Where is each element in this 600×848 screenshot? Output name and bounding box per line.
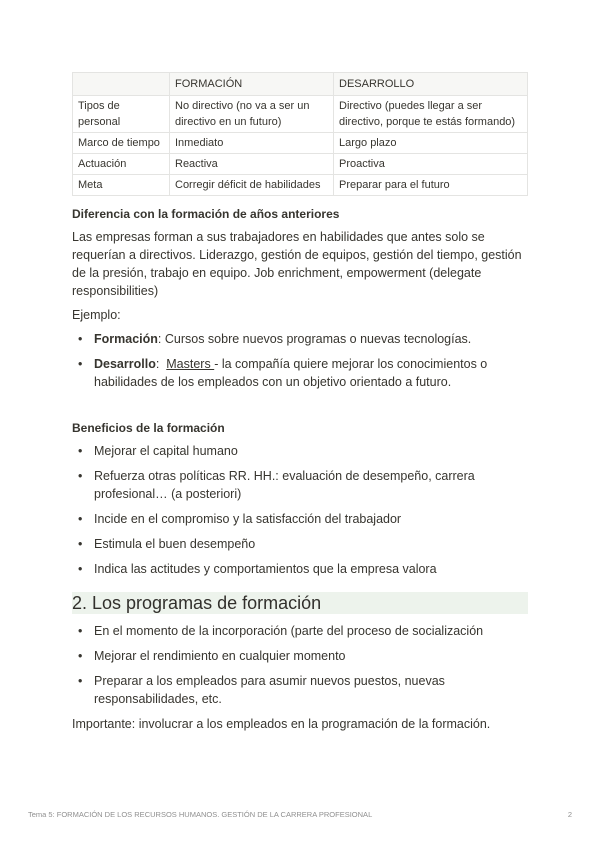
list-item-bold: Desarrollo bbox=[94, 357, 156, 371]
table-cell: Reactiva bbox=[170, 154, 334, 175]
table-cell: Tipos de personal bbox=[73, 96, 170, 133]
list-item-text: : bbox=[155, 357, 167, 371]
list-item bbox=[72, 672, 528, 708]
bullet-icon: • bbox=[78, 469, 83, 483]
table-cell: Meta bbox=[73, 175, 170, 196]
bullet-icon: • bbox=[78, 674, 83, 688]
masters-link[interactable]: Masters bbox=[166, 357, 215, 371]
list-item bbox=[72, 560, 528, 578]
programs-list bbox=[72, 622, 528, 708]
list-item-text: En el momento de la incorporación (parte del proceso de socialización bbox=[94, 624, 484, 638]
table-cell: Preparar para el futuro bbox=[334, 175, 528, 196]
benefits-list bbox=[72, 442, 528, 578]
page-number: 2 bbox=[567, 810, 572, 819]
list-item-text: Mejorar el rendimiento en cualquier momento bbox=[94, 649, 346, 663]
list-item bbox=[72, 467, 528, 503]
list-item bbox=[72, 442, 528, 460]
page-footer bbox=[28, 810, 572, 819]
table-header-cell: DESARROLLO bbox=[334, 73, 528, 96]
list-item-text: Indica las actitudes y comportamientos que la empresa valora bbox=[94, 562, 437, 576]
list-item-text: Refuerza otras políticas RR. HH.: evaluación de desempeño, carrera profesional… (a posteriori) bbox=[94, 469, 475, 501]
bullet-icon: • bbox=[78, 649, 83, 663]
table-header-cell bbox=[73, 73, 170, 96]
list-item bbox=[72, 510, 528, 528]
bullet-icon: • bbox=[78, 444, 83, 458]
table-cell: Directivo (puedes llegar a ser directivo, porque te estás formando) bbox=[334, 96, 528, 133]
footer-text: Tema 5: FORMACIÓN DE LOS RECURSOS HUMANOS. GESTIÓN DE LA CARRERA PROFESIONAL bbox=[28, 810, 373, 819]
list-item-text: Preparar a los empleados para asumir nuevos puestos, nuevas responsabilidades, etc. bbox=[94, 674, 445, 706]
table-cell: No directivo (no va a ser un directivo en un futuro) bbox=[170, 96, 334, 133]
bullet-icon: • bbox=[78, 357, 83, 371]
list-item bbox=[72, 330, 528, 348]
list-item bbox=[72, 355, 528, 391]
list-item-text: Estimula el buen desempeño bbox=[94, 537, 256, 551]
bullet-icon: • bbox=[78, 537, 83, 551]
table-cell: Proactiva bbox=[334, 154, 528, 175]
list-item-text: : Cursos sobre nuevos programas o nuevas tecnologías. bbox=[157, 332, 472, 346]
bullet-icon: • bbox=[78, 562, 83, 576]
page-content bbox=[72, 72, 528, 739]
table-cell: Corregir déficit de habilidades bbox=[170, 175, 334, 196]
list-item bbox=[72, 647, 528, 665]
table-row bbox=[73, 96, 528, 133]
section-heading-diferencia: Diferencia con la formación de años anteriores bbox=[72, 207, 340, 221]
list-item bbox=[72, 535, 528, 553]
comparison-table bbox=[72, 72, 528, 196]
table-cell: Inmediato bbox=[170, 133, 334, 154]
example-list bbox=[72, 330, 528, 391]
list-item-text: - la compañía quiere mejorar los conocimientos o habilidades de los empleados con un objetivo orientado a futuro. bbox=[94, 357, 488, 389]
section-paragraph: Las empresas forman a sus trabajadores en habilidades que antes solo se requerían a directivos. Liderazgo, gestión de equipos, gestión del tiempo, gestión de la presión, trabajo en equipo. Job enrichment, empowerment (delegate responsibilities) bbox=[72, 230, 522, 298]
table-row bbox=[73, 154, 528, 175]
bullet-icon: • bbox=[78, 332, 83, 346]
list-item-text: Mejorar el capital humano bbox=[94, 444, 238, 458]
list-item bbox=[72, 622, 528, 640]
bullet-icon: • bbox=[78, 624, 83, 638]
table-header-cell: FORMACIÓN bbox=[170, 73, 334, 96]
section-title-programas: 2. Los programas de formación bbox=[72, 592, 528, 614]
important-note: Importante: involucrar a los empleados en la programación de la formación. bbox=[72, 717, 491, 731]
section-heading-beneficios: Beneficios de la formación bbox=[72, 421, 225, 435]
table-row bbox=[73, 133, 528, 154]
list-item-text: Incide en el compromiso y la satisfacción del trabajador bbox=[94, 512, 402, 526]
table-header-row bbox=[73, 73, 528, 96]
table-cell: Marco de tiempo bbox=[73, 133, 170, 154]
bullet-icon: • bbox=[78, 512, 83, 526]
table-row bbox=[73, 175, 528, 196]
table-cell: Actuación bbox=[73, 154, 170, 175]
example-label: Ejemplo: bbox=[72, 308, 121, 322]
table-cell: Largo plazo bbox=[334, 133, 528, 154]
list-item-bold: Formación bbox=[94, 332, 158, 346]
